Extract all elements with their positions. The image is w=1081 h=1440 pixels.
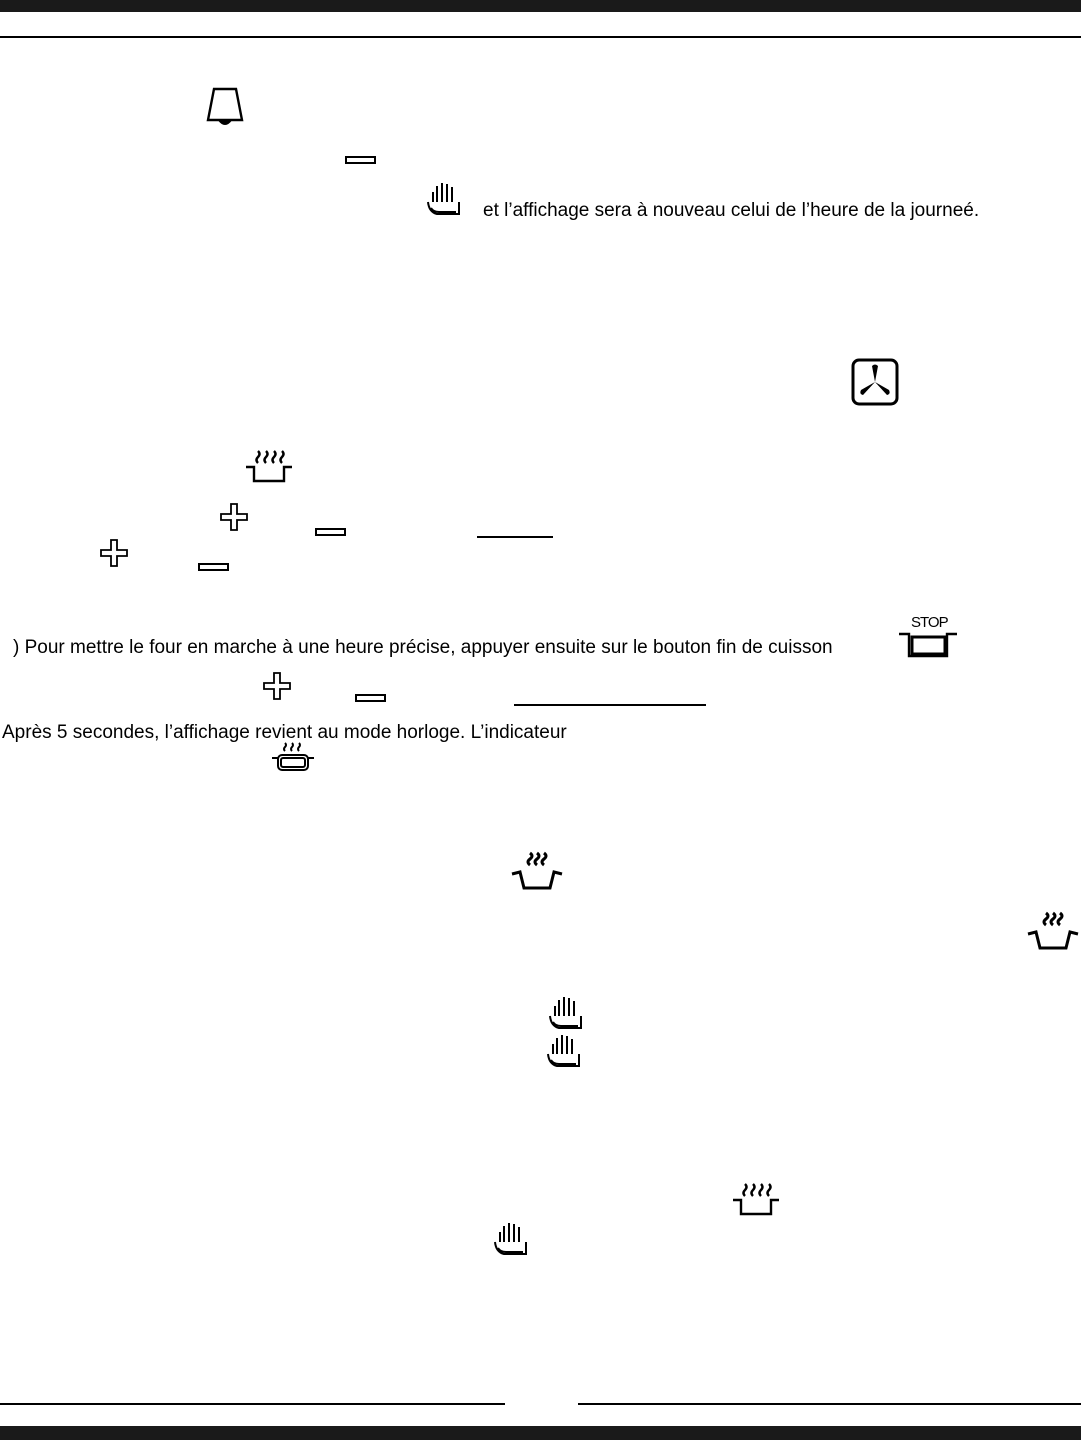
top-rule — [0, 36, 1081, 38]
minus-icon — [345, 155, 377, 165]
minus-icon — [315, 527, 347, 537]
minus-icon — [198, 562, 230, 572]
bottom-bar — [0, 1426, 1081, 1440]
steam-pot-icon — [1026, 910, 1080, 952]
steam-pot-icon — [510, 850, 564, 892]
plus-icon — [262, 671, 292, 701]
bell-icon — [204, 86, 248, 128]
footer-rule-left — [0, 1403, 505, 1405]
footer-rule-right — [578, 1403, 1081, 1405]
hand-icon — [547, 994, 585, 1032]
casserole-icon — [271, 741, 315, 773]
plus-icon — [219, 502, 249, 532]
underline — [514, 704, 706, 706]
top-bar — [0, 0, 1081, 12]
cooking-pot-icon — [244, 447, 294, 485]
cooking-pot-icon — [731, 1180, 781, 1218]
text-apres-5-secondes: Après 5 secondes, l’affichage revient au mode horloge. L’indicateur — [2, 722, 567, 743]
text-pour-mettre-four: ) Pour mettre le four en marche à une heure précise, appuyer ensuite sur le bouton fin de cuisson — [13, 637, 833, 658]
plus-icon — [99, 538, 129, 568]
text-affichage-journee: et l’affichage sera à nouveau celui de l’heure de la journeé. — [483, 200, 980, 221]
fan-icon — [851, 358, 899, 406]
minus-icon — [355, 693, 387, 703]
underline — [477, 536, 553, 538]
hand-icon — [425, 180, 463, 218]
hand-icon — [545, 1032, 583, 1070]
stop-pot-icon — [897, 610, 961, 660]
stop-label: STOP — [911, 614, 948, 631]
hand-icon — [492, 1220, 530, 1258]
